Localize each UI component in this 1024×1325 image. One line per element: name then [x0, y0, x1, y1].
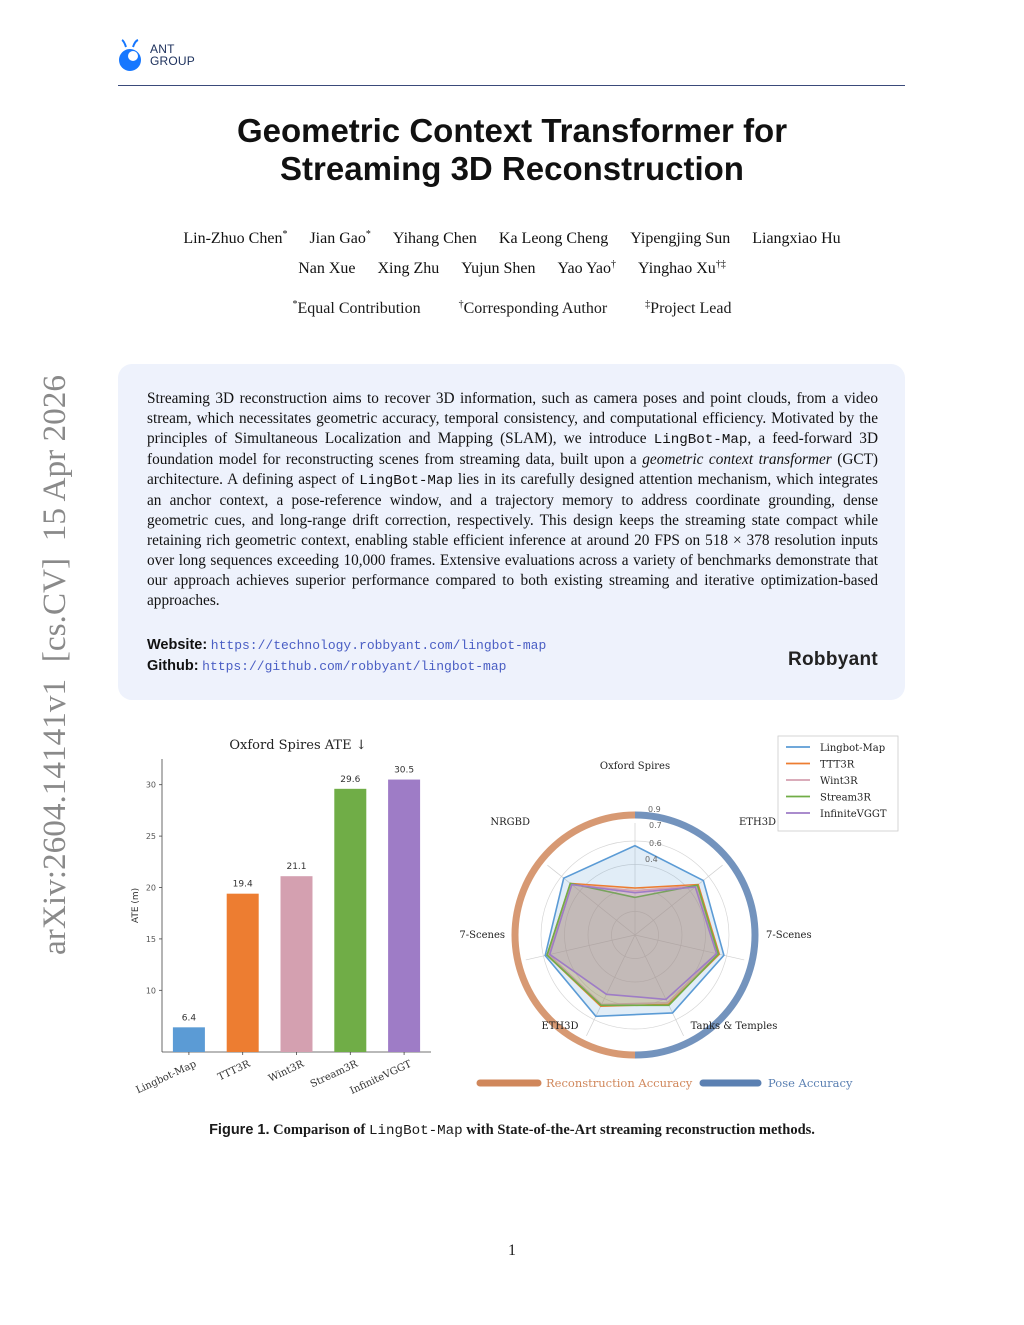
bar-ttt3r: [227, 894, 259, 1052]
x-tick-label: InfiniteVGGT: [348, 1058, 414, 1097]
radar-axis-label: NRGBD: [490, 817, 530, 828]
y-tick-label: 10: [145, 986, 156, 996]
bar-value-label: 30.5: [394, 765, 415, 776]
bar-value-label: 29.6: [340, 774, 361, 785]
radar-r-tick-label: 0.9: [648, 805, 661, 814]
bar-chart: [131, 738, 431, 1097]
figure-caption: Figure 1. Comparison of LingBot-Map with State-of-the-Art streaming reconstruction methods.: [209, 1122, 815, 1139]
figure-label: Figure 1.: [209, 1122, 270, 1138]
x-tick-label: Lingbot-Map: [134, 1058, 199, 1097]
author: Yihang Chen: [392, 230, 477, 247]
legend-label: Lingbot-Map: [820, 743, 886, 754]
bar-wint3r: [281, 876, 313, 1052]
radar-axis-label: 7-Scenes: [459, 930, 505, 941]
bar-lingbot-map: [173, 1027, 205, 1052]
legend-label: TTT3R: [820, 759, 855, 771]
bar-value-label: 21.1: [286, 862, 307, 873]
note-equal-contribution: *Equal Contribution: [292, 299, 421, 317]
y-axis-label: ATE (m): [131, 887, 141, 924]
radar-axis-label: ETH3D: [541, 1021, 579, 1032]
radar-r-tick-label: 0.6: [649, 839, 662, 848]
note-corresponding-author: †Corresponding Author: [458, 299, 608, 317]
author-list-row-2: [112, 259, 912, 278]
header-rule: [118, 85, 905, 86]
author-notes: [112, 299, 912, 318]
author: Yinghao Xu†‡: [638, 259, 726, 277]
github-label: Github:: [147, 658, 199, 674]
model-name: LingBot-Map: [369, 1123, 463, 1139]
legend-label: InfiniteVGGT: [820, 809, 887, 820]
author: Lin-Zhuo Chen*: [183, 229, 288, 247]
author-list-row-1: [112, 229, 912, 248]
github-link[interactable]: https://github.com/robbyant/lingbot-map: [202, 659, 507, 674]
x-tick-label: Wint3R: [266, 1058, 306, 1085]
robbyant-logo: Robbyant: [787, 649, 878, 670]
legend-label: Stream3R: [820, 792, 871, 804]
title-line-2: Streaming 3D Reconstruction: [280, 150, 744, 187]
y-tick-label: 20: [145, 883, 156, 893]
bar-chart-title: Oxford Spires ATE ↓: [229, 738, 367, 753]
author: Jian Gao*: [309, 229, 371, 247]
figure-1: [118, 725, 908, 1115]
logo-line-2: GROUP: [150, 54, 196, 68]
paper-title: [112, 112, 912, 188]
author: Yao Yao†: [557, 259, 617, 277]
group-label-pose: Pose Accuracy: [768, 1076, 853, 1090]
radar-r-tick-label: 0.4: [645, 855, 658, 864]
model-name: LingBot-Map: [359, 473, 453, 489]
logo-line-1: ANT: [150, 42, 175, 56]
radar-axis-label: ETH3D: [739, 817, 777, 828]
arxiv-side-identifier: [10, 370, 80, 960]
bar-infinitevggt: [388, 780, 420, 1052]
website-label: Website:: [147, 637, 208, 653]
page-number: 1: [508, 1242, 516, 1259]
website-link[interactable]: https://technology.robbyant.com/lingbot-map: [210, 638, 547, 653]
author: Ka Leong Cheng: [498, 230, 609, 247]
radar-axis-label: Oxford Spires: [599, 761, 671, 772]
group-label-reconstruction: Reconstruction Accuracy: [546, 1076, 693, 1090]
author: Yipengjing Sun: [630, 230, 731, 247]
title-line-1: Geometric Context Transformer for: [236, 112, 788, 149]
x-tick-label: TTT3R: [216, 1058, 252, 1084]
arxiv-id-text: arXiv:2604.14141v1 [cs.CV] 15 Apr 2026: [37, 379, 73, 955]
abstract-box: [118, 364, 905, 700]
abstract-text: Streaming 3D reconstruction aims to recover 3D information, such as camera poses and point clouds, from a video stream, which necessitates geometric accuracy, temporal consistency, and computational efficiency. Motivated by the principles of Simultaneous Localization and Mapping (SLAM), we introduce LingBot-Map, a feed-forward 3D foundation model for reconstructing scenes from streaming data, built upon a geometric context transformer (GCT) architecture. A defining aspect of LingBot-Map lies in its carefully designed attention mechanism, which integrates an anchor context, a pose-reference window, and a trajectory memory to address coordinate grounding, dense geometric cues, and long-range drift correction, respectively. This design keeps the streaming state compact while retaining rich geometric context, enabling stable efficient inference at around 20 FPS on 518 × 378 resolution inputs over long sequences exceeding 10,000 frames. Extensive evaluations across a variety of benchmarks demonstrate that our approach achieves superior performance compared to both existing streaming and iterative optimization-based approaches.: [147, 390, 879, 609]
radar-chart: [459, 736, 898, 1090]
author: Liangxiao Hu: [752, 230, 841, 247]
ant-group-logo-icon: [118, 38, 148, 74]
author: Xing Zhu: [377, 260, 440, 277]
radar-r-tick-label: 0.7: [649, 821, 662, 830]
author: Nan Xue: [298, 260, 356, 277]
bar-stream3r: [334, 789, 366, 1052]
bar-value-label: 6.4: [181, 1013, 197, 1024]
y-tick-label: 30: [145, 780, 156, 790]
model-name: LingBot-Map: [653, 432, 748, 448]
bar-value-label: 19.4: [232, 879, 253, 890]
y-tick-label: 15: [145, 934, 156, 944]
project-links: [147, 635, 546, 677]
author: Yujun Shen: [461, 260, 536, 277]
radar-axis-label: 7-Scenes: [766, 930, 812, 941]
x-tick-label: Stream3R: [308, 1058, 360, 1091]
ant-group-logo: [118, 38, 218, 74]
note-project-lead: ‡Project Lead: [645, 299, 732, 317]
legend-label: Wint3R: [820, 776, 858, 787]
y-tick-label: 25: [145, 832, 156, 842]
logo-wordmark: [150, 43, 195, 67]
radar-axis-label: Tanks & Temples: [690, 1021, 778, 1032]
